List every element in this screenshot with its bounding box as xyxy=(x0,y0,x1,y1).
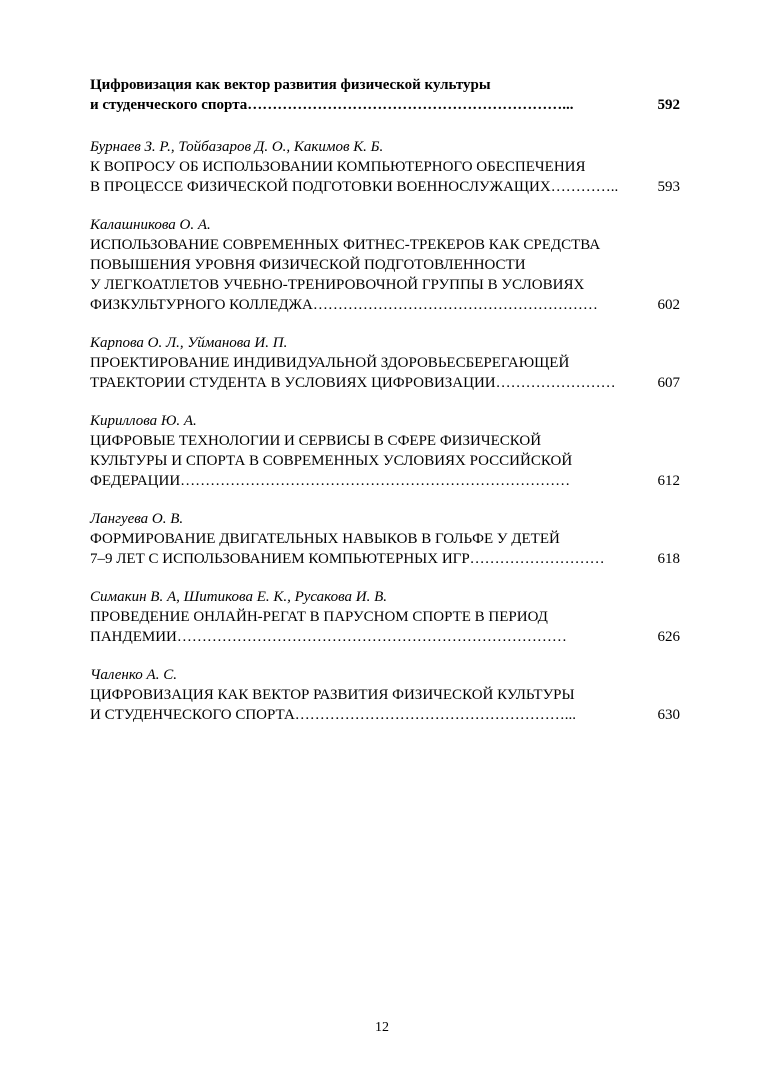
section-title-line-1: Цифровизация как вектор развития физической культуры xyxy=(90,77,491,93)
toc-entry-page-number: 618 xyxy=(657,551,680,567)
toc-entry-title-line: ПРОЕКТИРОВАНИЕ ИНДИВИДУАЛЬНОЙ ЗДОРОВЬЕСБЕРЕГАЮЩЕЙ xyxy=(90,355,570,371)
toc-entry-page-number: 593 xyxy=(657,179,680,195)
toc-entry-authors: Кириллова Ю. А. xyxy=(90,413,197,429)
section-title-text: и студенческого спорта………………………………………………………... xyxy=(90,97,574,113)
toc-entry-page-number: 607 xyxy=(657,375,680,391)
toc-entry-title-line: ПОВЫШЕНИЯ УРОВНЯ ФИЗИЧЕСКОЙ ПОДГОТОВЛЕННОСТИ xyxy=(90,257,526,273)
toc-entry-authors: Калашникова О. А. xyxy=(90,217,211,233)
toc-entry-last-line xyxy=(90,549,680,569)
toc-entry-title-end: В ПРОЦЕССЕ ФИЗИЧЕСКОЙ ПОДГОТОВКИ ВОЕННОСЛУЖАЩИХ………….. xyxy=(90,179,619,195)
toc-entry-last-line xyxy=(90,177,680,197)
toc-entry-title-line: ЦИФРОВЫЕ ТЕХНОЛОГИИ И СЕРВИСЫ В СФЕРЕ ФИЗИЧЕСКОЙ xyxy=(90,433,542,449)
toc-entry[interactable] xyxy=(90,665,680,725)
toc-entry-title-line: К ВОПРОСУ ОБ ИСПОЛЬЗОВАНИИ КОМПЬЮТЕРНОГО ОБЕСПЕЧЕНИЯ xyxy=(90,159,586,175)
toc-entry[interactable] xyxy=(90,215,680,315)
section-title-line-2 xyxy=(90,95,680,115)
toc-entry[interactable] xyxy=(90,411,680,491)
toc-entry-title-line: КУЛЬТУРЫ И СПОРТА В СОВРЕМЕННЫХ УСЛОВИЯХ РОССИЙСКОЙ xyxy=(90,453,573,469)
toc-entry-last-line xyxy=(90,373,680,393)
section-page-number: 592 xyxy=(657,97,680,113)
toc-entry-page-number: 602 xyxy=(657,297,680,313)
toc-entry-page-number: 612 xyxy=(657,473,680,489)
toc-entry[interactable] xyxy=(90,509,680,569)
toc-entry-authors: Бурнаев З. Р., Тойбазаров Д. О., Какимов К. Б. xyxy=(90,139,384,155)
toc-entry-title-end: ФЕДЕРАЦИИ…………………………………………………………………… xyxy=(90,473,571,489)
toc-entry-title-line: ПРОВЕДЕНИЕ ОНЛАЙН-РЕГАТ В ПАРУСНОМ СПОРТЕ В ПЕРИОД xyxy=(90,609,548,625)
toc-entry-page-number: 630 xyxy=(657,707,680,723)
toc-entry-title-end: 7–9 ЛЕТ С ИСПОЛЬЗОВАНИЕМ КОМПЬЮТЕРНЫХ ИГР……………………… xyxy=(90,551,605,567)
toc-entry-last-line xyxy=(90,705,680,725)
toc-entries xyxy=(90,137,680,725)
toc-entry-title-end: ФИЗКУЛЬТУРНОГО КОЛЛЕДЖА………………………………………………… xyxy=(90,297,598,313)
toc-entry-title-end: ПАНДЕМИИ…………………………………………………………………… xyxy=(90,629,567,645)
table-of-contents xyxy=(90,75,680,743)
toc-entry-authors: Карпова О. Л., Уйманова И. П. xyxy=(90,335,288,351)
toc-entry-last-line xyxy=(90,471,680,491)
toc-entry-title-end: И СТУДЕНЧЕСКОГО СПОРТА………………………………………………... xyxy=(90,707,577,723)
toc-entry-page-number: 626 xyxy=(657,629,680,645)
toc-entry-last-line xyxy=(90,627,680,647)
toc-entry-title-line: ЦИФРОВИЗАЦИЯ КАК ВЕКТОР РАЗВИТИЯ ФИЗИЧЕСКОЙ КУЛЬТУРЫ xyxy=(90,687,575,703)
toc-entry[interactable] xyxy=(90,587,680,647)
section-heading xyxy=(90,75,680,115)
toc-entry-authors: Лангуева О. В. xyxy=(90,511,184,527)
toc-entry-authors: Симакин В. А, Шитикова Е. К., Русакова И. В. xyxy=(90,589,388,605)
toc-entry-authors: Чаленко А. С. xyxy=(90,667,177,683)
toc-entry-title-line: У ЛЕГКОАТЛЕТОВ УЧЕБНО-ТРЕНИРОВОЧНОЙ ГРУППЫ В УСЛОВИЯХ xyxy=(90,277,585,293)
toc-entry-title-line: ИСПОЛЬЗОВАНИЕ СОВРЕМЕННЫХ ФИТНЕС-ТРЕКЕРОВ КАК СРЕДСТВА xyxy=(90,237,601,253)
toc-entry-title-line: ФОРМИРОВАНИЕ ДВИГАТЕЛЬНЫХ НАВЫКОВ В ГОЛЬФЕ У ДЕТЕЙ xyxy=(90,531,560,547)
toc-entry[interactable] xyxy=(90,333,680,393)
footer-page-number: 12 xyxy=(375,1020,389,1035)
toc-entry-title-end: ТРАЕКТОРИИ СТУДЕНТА В УСЛОВИЯХ ЦИФРОВИЗАЦИИ…………………… xyxy=(90,375,616,391)
toc-entry[interactable] xyxy=(90,137,680,197)
toc-entry-last-line xyxy=(90,295,680,315)
